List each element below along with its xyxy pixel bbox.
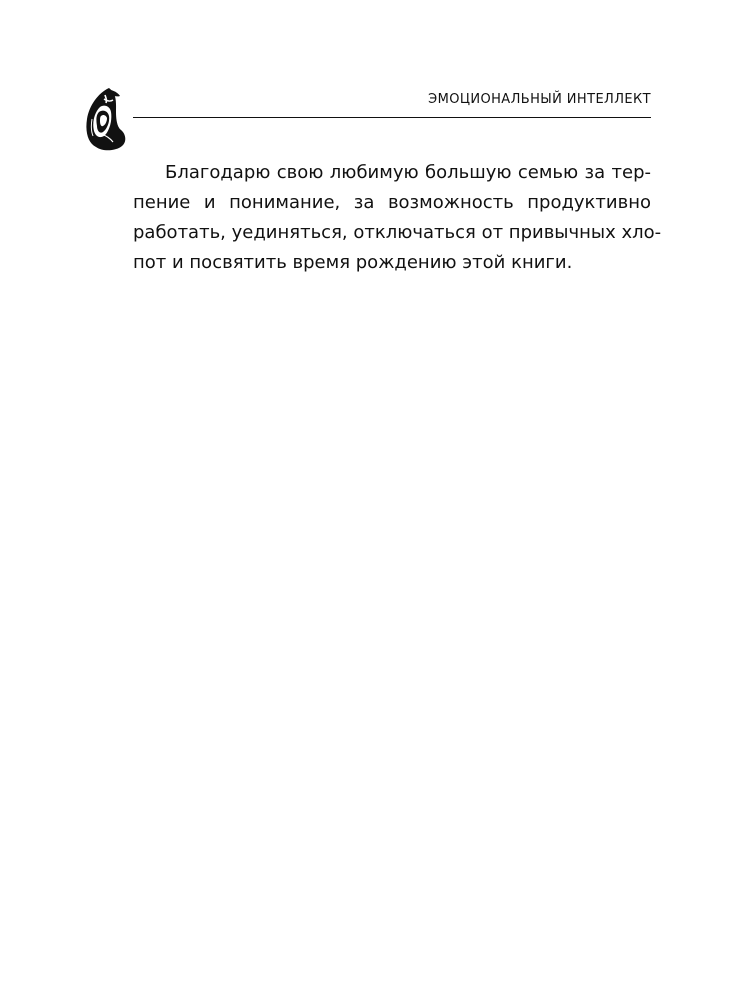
running-header: ЭМОЦИОНАЛЬНЫЙ ИНТЕЛЛЕКТ (428, 92, 651, 107)
header-rule (133, 117, 651, 118)
paragraph-line: пение и понимание, за возможность продуктивно (133, 192, 651, 213)
paragraph-line: пот и посвятить время рождению этой книги. (133, 252, 573, 273)
penguin-icon (82, 86, 126, 152)
paragraph-line: работать, уединяться, отключаться от привычных хло- (133, 222, 662, 243)
acknowledgement-paragraph (133, 158, 662, 278)
paragraph-line: Благодарю свою любимую большую семью за тер- (165, 162, 651, 183)
